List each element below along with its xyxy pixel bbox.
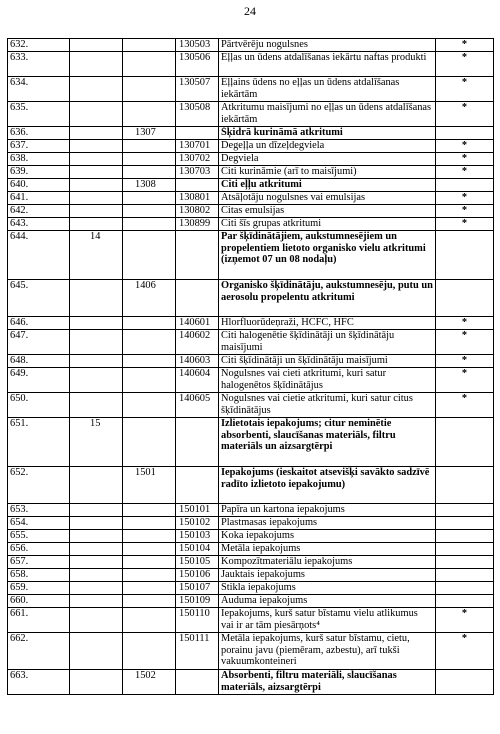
chapter-code — [70, 330, 123, 355]
waste-description: Degeļļa un dīzeļdegviela — [219, 140, 436, 153]
waste-description: Citi eļļu atkritumi — [219, 179, 436, 192]
waste-code: 140602 — [176, 330, 219, 355]
chapter-code — [70, 77, 123, 102]
chapter-code — [70, 317, 123, 330]
waste-description: Organisko šķīdinātāju, aukstumnesēju, putu un aerosolu propelentu atkritumi — [219, 280, 436, 317]
hazard-mark: * — [436, 330, 494, 355]
group-code — [123, 218, 176, 231]
hazard-mark: * — [436, 218, 494, 231]
waste-code: 130506 — [176, 52, 219, 77]
chapter-code — [70, 179, 123, 192]
table-row — [8, 153, 494, 166]
row-number: 662. — [8, 633, 70, 670]
hazard-mark — [436, 504, 494, 517]
waste-code: 130703 — [176, 166, 219, 179]
chapter-code — [70, 670, 123, 695]
chapter-code — [70, 218, 123, 231]
waste-code: 140601 — [176, 317, 219, 330]
hazard-mark — [436, 418, 494, 467]
hazard-mark — [436, 127, 494, 140]
waste-description: Pārtvērēju nogulsnes — [219, 39, 436, 52]
table-row — [8, 504, 494, 517]
group-code — [123, 418, 176, 467]
waste-code: 130503 — [176, 39, 219, 52]
waste-description: Citi halogenētie šķīdinātāji un šķīdinātāju maisījumi — [219, 330, 436, 355]
row-number: 642. — [8, 205, 70, 218]
row-number: 634. — [8, 77, 70, 102]
waste-code: 140605 — [176, 393, 219, 418]
row-number: 646. — [8, 317, 70, 330]
table-row — [8, 192, 494, 205]
waste-description: Iepakojums (ieskaitot atsevišķi savākto sadzīvē radīto izlietoto iepakojumu) — [219, 467, 436, 504]
waste-code: 150110 — [176, 608, 219, 633]
table-row — [8, 140, 494, 153]
table-row — [8, 608, 494, 633]
waste-code: 130701 — [176, 140, 219, 153]
hazard-mark: * — [436, 633, 494, 670]
hazard-mark: * — [436, 77, 494, 102]
table-row — [8, 418, 494, 467]
hazard-mark: * — [436, 153, 494, 166]
group-code — [123, 102, 176, 127]
hazard-mark — [436, 543, 494, 556]
row-number: 663. — [8, 670, 70, 695]
group-code — [123, 355, 176, 368]
chapter-code — [70, 166, 123, 179]
group-code — [123, 504, 176, 517]
hazard-mark — [436, 231, 494, 280]
hazard-mark — [436, 556, 494, 569]
group-code — [123, 140, 176, 153]
waste-code: 140604 — [176, 368, 219, 393]
waste-description: Nogulsnes vai cietie atkritumi, kuri satur citus šķīdinātājus — [219, 393, 436, 418]
group-code — [123, 77, 176, 102]
table-row — [8, 77, 494, 102]
row-number: 641. — [8, 192, 70, 205]
row-number: 639. — [8, 166, 70, 179]
row-number: 659. — [8, 582, 70, 595]
row-number: 660. — [8, 595, 70, 608]
group-code — [123, 595, 176, 608]
hazard-mark: * — [436, 52, 494, 77]
row-number: 649. — [8, 368, 70, 393]
group-code — [123, 393, 176, 418]
waste-description: Absorbenti, filtru materiāli, slaucīšanas materiāls, aizsargtērpi — [219, 670, 436, 695]
table-row — [8, 280, 494, 317]
group-code — [123, 633, 176, 670]
group-code — [123, 569, 176, 582]
table-row — [8, 670, 494, 695]
waste-description: Eļļains ūdens no eļļas un ūdens atdalīšanas iekārtām — [219, 77, 436, 102]
chapter-code — [70, 467, 123, 504]
table-row — [8, 218, 494, 231]
chapter-code — [70, 355, 123, 368]
group-code: 1502 — [123, 670, 176, 695]
chapter-code — [70, 153, 123, 166]
waste-description: Plastmasas iepakojums — [219, 517, 436, 530]
group-code — [123, 52, 176, 77]
hazard-mark: * — [436, 608, 494, 633]
waste-code: 150101 — [176, 504, 219, 517]
chapter-code: 14 — [70, 231, 123, 280]
waste-description: Atkritumu maisījumi no eļļas un ūdens atdalīšanas iekārtām — [219, 102, 436, 127]
waste-description: Citi kurināmie (arī to maisījumi) — [219, 166, 436, 179]
chapter-code — [70, 633, 123, 670]
waste-description: Citi šķīdinātāji un šķīdinātāju maisījumi — [219, 355, 436, 368]
row-number: 644. — [8, 231, 70, 280]
waste-description: Eļļas un ūdens atdalīšanas iekārtu naftas produkti — [219, 52, 436, 77]
table-row — [8, 317, 494, 330]
row-number: 633. — [8, 52, 70, 77]
hazard-mark — [436, 595, 494, 608]
table-row — [8, 595, 494, 608]
waste-code — [176, 670, 219, 695]
table-row — [8, 543, 494, 556]
waste-description: Citas emulsijas — [219, 205, 436, 218]
waste-code: 140603 — [176, 355, 219, 368]
table-row — [8, 467, 494, 504]
table-row — [8, 39, 494, 52]
waste-code: 150102 — [176, 517, 219, 530]
group-code — [123, 582, 176, 595]
waste-classification-table — [7, 38, 494, 695]
table-row — [8, 127, 494, 140]
hazard-mark: * — [436, 166, 494, 179]
hazard-mark — [436, 517, 494, 530]
chapter-code — [70, 140, 123, 153]
row-number: 638. — [8, 153, 70, 166]
chapter-code — [70, 530, 123, 543]
waste-code: 150103 — [176, 530, 219, 543]
waste-code — [176, 280, 219, 317]
row-number: 654. — [8, 517, 70, 530]
waste-code — [176, 127, 219, 140]
hazard-mark: * — [436, 317, 494, 330]
waste-code: 130702 — [176, 153, 219, 166]
group-code — [123, 192, 176, 205]
hazard-mark — [436, 280, 494, 317]
waste-code: 150109 — [176, 595, 219, 608]
waste-description: Iepakojums, kurš satur bīstamu vielu atlikumus vai ir ar tām piesārņots⁴ — [219, 608, 436, 633]
row-number: 650. — [8, 393, 70, 418]
waste-code: 150111 — [176, 633, 219, 670]
row-number: 651. — [8, 418, 70, 467]
waste-code: 150105 — [176, 556, 219, 569]
waste-description: Papīra un kartona iepakojums — [219, 504, 436, 517]
row-number: 657. — [8, 556, 70, 569]
chapter-code — [70, 543, 123, 556]
waste-code — [176, 418, 219, 467]
group-code — [123, 205, 176, 218]
hazard-mark: * — [436, 102, 494, 127]
row-number: 643. — [8, 218, 70, 231]
table-row — [8, 179, 494, 192]
table-row — [8, 582, 494, 595]
chapter-code — [70, 556, 123, 569]
table-row — [8, 355, 494, 368]
waste-description: Jauktais iepakojums — [219, 569, 436, 582]
group-code — [123, 330, 176, 355]
table-row — [8, 517, 494, 530]
waste-code: 130508 — [176, 102, 219, 127]
hazard-mark: * — [436, 205, 494, 218]
chapter-code — [70, 127, 123, 140]
chapter-code: 15 — [70, 418, 123, 467]
row-number: 652. — [8, 467, 70, 504]
group-code — [123, 368, 176, 393]
group-code — [123, 543, 176, 556]
chapter-code — [70, 368, 123, 393]
table-row — [8, 330, 494, 355]
row-number: 640. — [8, 179, 70, 192]
row-number: 656. — [8, 543, 70, 556]
group-code — [123, 517, 176, 530]
table-row — [8, 569, 494, 582]
hazard-mark — [436, 179, 494, 192]
group-code: 1406 — [123, 280, 176, 317]
row-number: 658. — [8, 569, 70, 582]
group-code: 1501 — [123, 467, 176, 504]
waste-code: 130802 — [176, 205, 219, 218]
waste-code: 150104 — [176, 543, 219, 556]
table-row — [8, 530, 494, 543]
row-number: 637. — [8, 140, 70, 153]
page-number: 24 — [244, 4, 256, 18]
waste-description: Atsāļotāju nogulsnes vai emulsijas — [219, 192, 436, 205]
chapter-code — [70, 582, 123, 595]
table-row — [8, 633, 494, 670]
hazard-mark — [436, 530, 494, 543]
group-code — [123, 166, 176, 179]
waste-description: Hlorfluorūdeņraži, HCFC, HFC — [219, 317, 436, 330]
chapter-code — [70, 52, 123, 77]
chapter-code — [70, 205, 123, 218]
chapter-code — [70, 504, 123, 517]
chapter-code — [70, 102, 123, 127]
waste-code: 130507 — [176, 77, 219, 102]
waste-description: Auduma iepakojums — [219, 595, 436, 608]
hazard-mark — [436, 670, 494, 695]
chapter-code — [70, 393, 123, 418]
row-number: 647. — [8, 330, 70, 355]
chapter-code — [70, 192, 123, 205]
waste-code: 130801 — [176, 192, 219, 205]
hazard-mark — [436, 569, 494, 582]
chapter-code — [70, 517, 123, 530]
waste-description: Koka iepakojums — [219, 530, 436, 543]
waste-code: 150107 — [176, 582, 219, 595]
waste-description: Kompozītmateriālu iepakojums — [219, 556, 436, 569]
row-number: 653. — [8, 504, 70, 517]
waste-code — [176, 231, 219, 280]
waste-description: Metāla iepakojums — [219, 543, 436, 556]
row-number: 648. — [8, 355, 70, 368]
group-code: 1308 — [123, 179, 176, 192]
hazard-mark: * — [436, 355, 494, 368]
group-code — [123, 556, 176, 569]
group-code: 1307 — [123, 127, 176, 140]
waste-description: Nogulsnes vai cieti atkritumi, kuri satur halogenētos šķīdinātājus — [219, 368, 436, 393]
waste-code: 130899 — [176, 218, 219, 231]
row-number: 661. — [8, 608, 70, 633]
chapter-code — [70, 608, 123, 633]
table-row — [8, 231, 494, 280]
table-row — [8, 166, 494, 179]
hazard-mark: * — [436, 192, 494, 205]
table-row — [8, 368, 494, 393]
group-code — [123, 530, 176, 543]
waste-description: Degviela — [219, 153, 436, 166]
hazard-mark — [436, 582, 494, 595]
chapter-code — [70, 569, 123, 582]
row-number: 636. — [8, 127, 70, 140]
group-code — [123, 153, 176, 166]
row-number: 632. — [8, 39, 70, 52]
group-code — [123, 317, 176, 330]
table-row — [8, 393, 494, 418]
waste-description: Metāla iepakojums, kurš satur bīstamu, cietu, porainu javu (piemēram, azbestu), arī tukši vakuumkonteineri — [219, 633, 436, 670]
waste-description: Par šķīdinātājiem, aukstumnesējiem un propelentiem lietoto organisko vielu atkritumi (izņemot 07 un 08 nodaļu) — [219, 231, 436, 280]
table-row — [8, 205, 494, 218]
row-number: 645. — [8, 280, 70, 317]
hazard-mark: * — [436, 39, 494, 52]
chapter-code — [70, 280, 123, 317]
hazard-mark: * — [436, 140, 494, 153]
table-row — [8, 52, 494, 77]
hazard-mark: * — [436, 368, 494, 393]
group-code — [123, 39, 176, 52]
waste-description: Stikla iepakojums — [219, 582, 436, 595]
group-code — [123, 231, 176, 280]
table-row — [8, 102, 494, 127]
chapter-code — [70, 595, 123, 608]
waste-description: Citi šīs grupas atkritumi — [219, 218, 436, 231]
hazard-mark: * — [436, 393, 494, 418]
row-number: 635. — [8, 102, 70, 127]
group-code — [123, 608, 176, 633]
waste-code — [176, 179, 219, 192]
waste-description: Izlietotais iepakojums; citur neminētie absorbenti, slaucīšanas materiāls, filtru materiāls un aizsargtērpi — [219, 418, 436, 467]
hazard-mark — [436, 467, 494, 504]
waste-code: 150106 — [176, 569, 219, 582]
waste-description: Šķidrā kurināmā atkritumi — [219, 127, 436, 140]
waste-code — [176, 467, 219, 504]
chapter-code — [70, 39, 123, 52]
table-row — [8, 556, 494, 569]
row-number: 655. — [8, 530, 70, 543]
